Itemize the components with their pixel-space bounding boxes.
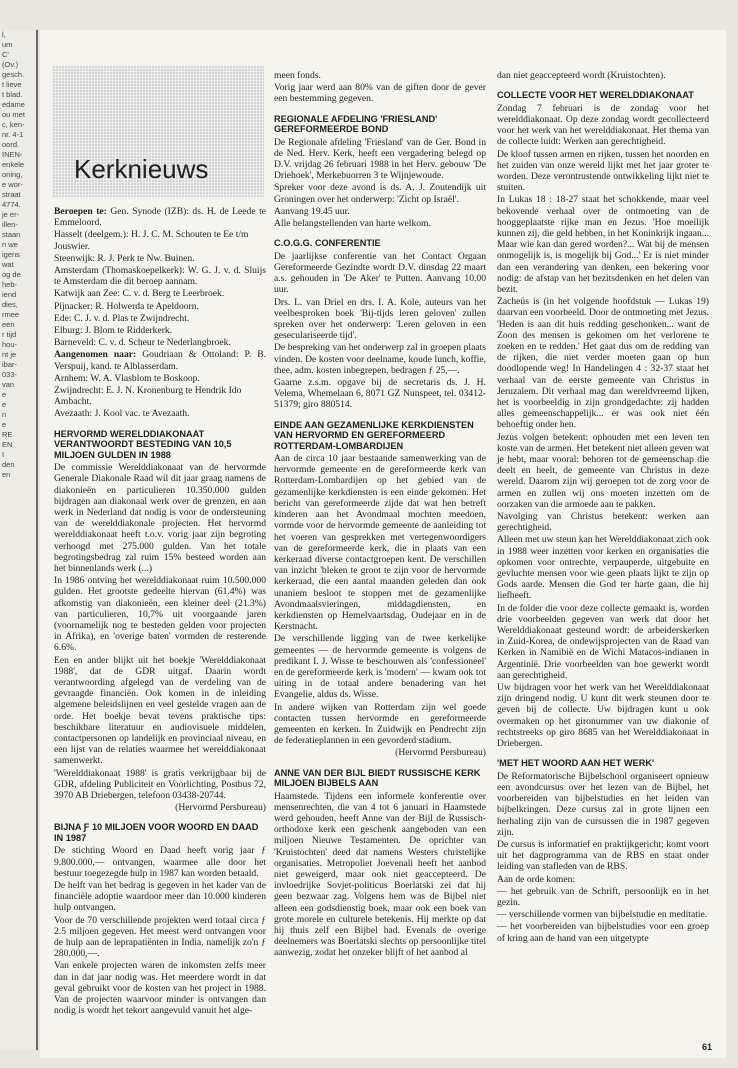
article-credit: (Hervormd Persbureau) (175, 802, 266, 814)
strip-fragment: oning, (2, 170, 23, 179)
strip-fragment: staan (2, 230, 21, 239)
article-paragraph: De jaarlijkse conferentie van het Contact Orgaan Gereformeerde Gezindte wordt D.V. dinsdag 22 maart a.s. gehouden in 'De Aker' te Putten. Aanvang 10.00 uur. (274, 250, 486, 296)
article-paragraph: In Lukas 18 : 18-27 staat het schokkende, maar veel bekovende verhaal over de ontmoeting van de hooggeplaatste rijke man en Jezus. 'Hoe moeilijk kunnen zij, die geld hebben, in het Koninkrijk ingaan... Maar wie kan dan gered worden?... Wat bij de mensen onmogelijk is, is mogelijk bij God...' Er is niet minder dan een verandering van denken, een bekering voor nodig: de afstap van het bezitsdenken en het delen van bezit. (497, 194, 709, 295)
article-paragraph: Aan de orde komen: (497, 873, 576, 885)
article-heading: ANNE VAN DER BIJL BIEDT RUSSISCHE KERK MILJOEN BIJBELS AAN (274, 767, 481, 789)
strip-fragment: c, ken- (2, 120, 25, 129)
article-paragraph: Spreker voor deze avond is ds. A. J. Zoutendijk uit Groningen over het onderwerp: 'Zicht op Israël'. (274, 182, 486, 205)
article-paragraph: meen fonds. (274, 70, 321, 81)
strip-fragment: e wor- (2, 180, 23, 189)
article-heading: HERVORMD WERELDDIAKONAAT VERANTWOORDT BESTEDING VAN 10,5 MILJOEN GULDEN IN 1988 (54, 428, 232, 460)
strip-fragment: igens (2, 250, 20, 259)
strip-fragment: t blad. (2, 90, 23, 99)
strip-fragment: ibar- (2, 360, 18, 369)
article-heading: COLLECTE VOOR HET WERELDDIAKONAAT (497, 90, 694, 101)
strip-fragment: og de (2, 270, 21, 279)
strip-fragment: ou met (2, 110, 25, 119)
article-paragraph: De verschillende ligging van de twee kerkelijke gemeentes — de hervormde gemeente is volgens de predikant I. J. Wisse te beschouwen als 'confessioneel' en de gereformeerde kerk is 'modern' — kwam ook tot uiting in de totaal andere benadering van het Evangelie, aldus ds. Wisse. (274, 633, 486, 701)
strip-fragment: l, (2, 30, 6, 39)
beroep-line: Pijnacker: R. Holwerda te Apeldoorn. (54, 300, 199, 312)
strip-fragment: e (2, 400, 7, 409)
strip-fragment: wat (2, 260, 14, 269)
strip-fragment: C' (2, 50, 9, 59)
strip-fragment: oord. (2, 140, 20, 149)
beroep-line: Arnhem: W. A. Vlasblom te Boskoop. (54, 372, 200, 384)
strip-fragment: n (2, 410, 7, 419)
strip-fragment: je er- (2, 210, 20, 219)
column-2 (274, 70, 486, 960)
article-paragraph: De bespreking van het onderwerp zal in groepen plaats vinden. De kosten voor deelname, koude lunch, koffie, thee, adm. kosten inbegrepen, bedragen ƒ 25,—. (274, 342, 486, 376)
strip-fragment: EN (2, 440, 13, 449)
strip-fragment: n we (2, 240, 18, 249)
article-credit: (Hervormd Persbureau) (395, 747, 486, 759)
article-paragraph: Uw bijdragen voor het werk van het Werelddiakonaat zijn dringend nodig. U kunt dit werk steunen door te geven bij de collecte. Uw bijdragen kunt u ook overmaken op het gironummer van uw diakonie of rechtstreeks op giro 8685 van het Werelddiakonaat in Driebergen. (497, 682, 709, 750)
article-paragraph: Jezus volgen betekent: ophouden met een leven ten koste van de armen. Het betekent niet alleen geven wat je hebt, maar vooral: behoren tot de gemeenschap die deelt en heelt, de gemeente van Christus in deze wereld. Daarom zijn wij geroepen tot de zorg voor de armen en zullen wij ons moeten inzetten om de oorzaken van die armoede aan te pakken. (497, 431, 709, 510)
strip-fragment: 4774. (2, 200, 21, 209)
strip-fragment: e (2, 390, 7, 399)
beroep-line: Ede: C. J. v. d. Plas te Zwijndrecht. (54, 312, 190, 324)
article-paragraph: De Regionale afdeling 'Friesland' van de Ger. Bond in de Ned. Herv. Kerk, heeft een vergadering belegd op D.V. vrijdag 26 februari 1988 in het Herv. gebouw 'De Driehoek', Merkebuorren 3 te Wijnjewoude. (274, 136, 486, 182)
strip-fragment: en (2, 470, 11, 479)
beroep-line: Steenwijk: R. J. Perk te Nw. Buinen. (54, 252, 195, 264)
article-paragraph: dan niet geaccepteerd wordt (Kruistochten). (497, 70, 666, 81)
strip-fragment: RE (2, 430, 13, 439)
strip-fragment: straat (2, 190, 21, 199)
article-heading: BIJNA Ƒ 10 MILJOEN VOOR WOORD EN DAAD IN 1987 (54, 822, 259, 843)
strip-fragment: e (2, 420, 7, 429)
strip-fragment: een (2, 320, 15, 329)
strip-fragment: illen- (2, 220, 18, 229)
strip-fragment: van (2, 380, 15, 389)
strip-fragment: gesch. (2, 70, 25, 79)
article-paragraph: Alleen met uw steun kan het Werelddiakonaat zich ook in 1988 weer inzetten voor kerken en organisaties die opkomen voor ontrechte, verpauperde, uitgebuite en gevluchte mensen voor wie geen plaats lijkt te zijn op Gods aarde. Mensen die God ter harte gaan, die hij liefheeft. (497, 534, 709, 602)
article-heading: EINDE AAN GEZAMENLIJKE KERKDIENSTEN VAN HERVORMD EN GEREFORMEERD ROTTERDAM-LOMBARDIJEN (274, 419, 474, 451)
strip-fragment: I (2, 450, 5, 459)
strip-fragment: edame (2, 100, 25, 109)
magazine-page (40, 30, 726, 1058)
strip-fragment: um (2, 40, 13, 49)
aangenomen-paragraph: Aangenomen naar: Goudriaan & Ottoland: P. B. Verspuij, kand. te Alblasserdam. (54, 349, 266, 372)
article-paragraph: De cursus is informatief en praktijkgericht; komt voort uit het dagprogramma van de RBS en staat onder leiding van stafleden van de RBS. (497, 839, 709, 873)
article-paragraph: Drs. L. van Driel en drs. I. A. Kole, auteurs van het veelbesproken boek 'Bij-tijds leren geloven' zullen spreken over het onderwerp: 'Leren geloven in een geseculariseerde tijd'. (274, 296, 486, 342)
article-heading: REGIONALE AFDELING 'FRIESLAND' GEREFORMEERDE BOND (274, 113, 438, 135)
article-paragraph: 'Werelddiakonaat 1988' is gratis verkrijgbaar bij de GDR, afdeling Publiciteit en Voorlichting, Postbus 72, 3970 AB Driebergen, telefoon 03438-20744. (54, 767, 266, 802)
page-number: 61 (701, 1042, 712, 1052)
beroep-line: Barneveld: C. v. d. Scheur te Nederlangbroek. (54, 337, 231, 349)
beroep-line: Zwijndrecht: E. J. N. Kronenburg te Hendrik Ido Ambacht. (54, 385, 242, 408)
strip-fragment: nr. 4-1 (2, 130, 24, 139)
strip-fragment: enkele (2, 160, 25, 169)
article-paragraph: In de folder die voor deze collecte gemaakt is, worden drie voorbeelden gegeven van werk dat door het Werelddiakonaat gesteund wordt: de arbeiderskerken in Zuid-Korea, de ondewijsprojecten van de Raad van Kerken in Namibië en de Wichi Matacos-indianen in Argentinië. Drie voorbeelden van hoe gewerkt wordt aan gerechtigheid. (497, 602, 709, 681)
article-paragraph: De stichting Woord en Daad heeft vorig jaar ƒ 9.800.000,— ontvangen, waarmee alle door het bestuur toegezegde hulp in 1987 kan worden betaald. (54, 845, 266, 879)
strip-fragment: t lieve (2, 80, 22, 89)
beroepen-paragraph: Beroepen te: Gen. Synode (IZB): ds. H. de Leede te Emmeloord. (54, 206, 266, 229)
article-paragraph: De commissie Werelddiakonaat van de hervormde Generale Diakonale Raad wil dit jaar graag namens de diakonieën en particulieren 10.350.000 gulden bijdragen aan diakonaal werk over de grenzen, en aan werk in Nederland dat nodig is voor de ondersteuning van de werelddiakonale projecten. Het hervormd werelddiakonaat heeft t.o.v. vorig jaar zijn begroting verhoogd met 275.000 gulden. Van het totale begrotingsbedrag zal ruim 15% besteed worden aan het binnenlands werk (...) (54, 462, 266, 574)
strip-fragment: r tijd (2, 330, 17, 339)
strip-fragment: den (2, 460, 15, 469)
article-paragraph: Gaarne z.s.m. opgave bij de secretaris ds. J. H. Velema, Whemelaan 6, 8071 GZ Nunspeet, tel. 03412-51379; giro 880514. (274, 376, 486, 411)
article-paragraph: Van enkele projecten waren de inkomsten zelfs meer dan in dat jaar nodig was. Het meerdere wordt in dat geval gebruikt voor de kosten van het project in 1988. Van de projecten waarvoor minder is ontvangen dan nodig is wordt het tekort aangevuld vanuit het alge- (54, 960, 266, 1017)
article-paragraph: Zondag 7 februari is de zondag voor het werelddiakonaat. Op deze zondag wordt gecollecteerd voor het werk van het werelddiakonaat. Het thema van de collecte luidt: Werken aan gerechtigheid. (497, 102, 709, 148)
column-1 (54, 206, 266, 1018)
kerknieuws-banner (52, 66, 264, 198)
article-paragraph: Aan de circa 10 jaar bestaande samenwerking van de hervormde gemeente en de gereformeerde kerk van Rotterdam-Lombardijen op het gebied van de gezamenlijke kerkdiensten is een einde gekomen. Het bericht van gereformeerde zijde dat wat hen betreft kinderen aan het Avondmaal mochten meedoen, vormde voor de hervormde gemeente de aanleiding tot het voeren van gesprekken met vertegenwoordigers van de gereformeerde kerk, die in plaats van een kerkeraad diverse contactgroepen kent. De verschillen van inzicht 'bleken te groot te zijn voor de hervormde kerkeraad, die een aantal maanden geleden dan ook unaniem besloot te stoppen met de gezamenlijke Avondmaalsvieringen, middagdiensten, en kerkdiensten op Hemelvaartsdag, Oudejaar en in de Kerstnacht. (274, 453, 486, 633)
article-paragraph: De Reformatorische Bijbelschool organiseert opnieuw een avondcursus over het lezen van de Bijbel, het voorbereiden van bijbelstudies en het leiden van bijbelkringen. Deze cursus zal in grote lijnen een herhaling zijn van de cursussen die in 1987 gegeven zijn. (497, 770, 709, 838)
beroep-line: Katwijk aan Zee: C. v. d. Berg te Leerbroek. (54, 288, 225, 300)
column-3 (497, 70, 709, 945)
strip-fragment: INEN- (2, 150, 23, 159)
list-item: — het gebruik van de Schrift, persoonlijk en in het gezin. (497, 885, 709, 909)
article-paragraph: In andere wijken van Rotterdam zijn wel goede contacten tussen hervormde en gereformeerde gemeenten en kerken. In Zuidwijk en Pendrecht zijn de federatieplannen in een gevorderd stadium. (274, 701, 486, 747)
article-paragraph: Een en ander blijkt uit het boekje 'Werelddiakonaat 1988', dat de GDR uitgaf. Daarin wordt verantwoording afgelegd van de verdeling van de gevraagde financiën. Ook komen in de inleiding algemene beleidslijnen en veel gestelde vragen aan de orde. Het boekje bevat tevens praktische tips: beschikbare literatuur en audiovisuele middelen, contactpersonen op landelijk en provinciaal niveau, en een lijst van de relaties waarmee het werelddiakonaat samenwerkt. (54, 654, 266, 767)
strip-fragment: dies, (2, 300, 18, 309)
strip-fragment: hou- (2, 340, 18, 349)
strip-fragment: iend (2, 290, 17, 299)
beroep-line: Avezaath: J. Kool vac. te Avezaath. (54, 408, 190, 420)
strip-fragment: rmee (2, 310, 20, 319)
strip-fragment: 033- (2, 370, 18, 379)
article-paragraph: Aanvang 19.45 uur. (274, 205, 350, 217)
article-paragraph: Alle belangstellenden van harte welkom. (274, 218, 431, 230)
article-paragraph: Zacheüs is (in het volgende hoofdstuk — Lukas 19) daarvan een voorbeeld. Door de ontmoeting met Jezus. 'Heden is aan dit huis redding geschonken... want de Zoon des mensen is gekomen om het verlorene te zoeken en te redden.' Het gaat dus om de redding van de rijken, die niet verder moeten gaan op hun doodlopende weg! In Handelingen 4 : 32-37 staat het verhaal van de eerste gemeente van Christus in Jeruzalem. Dit verhaal mag dan wereldvreemd lijken, het is voorbeeldig in zijn grondgedachte: zij hadden alles gemeenschappelijk... er was ook niet één behoeftig onder hen. (497, 296, 709, 431)
adjacent-page-strip (0, 30, 38, 1050)
strip-fragment: heb- (2, 280, 18, 289)
article-paragraph: Voor de 70 verschillende projekten werd totaal circa ƒ 2.5 miljoen gegeven. Het meest werd ontvangen voor de hulp aan de leprapatiënten in India, namelijk zo'n ƒ 280.000,—. (54, 914, 266, 960)
article-heading: C.O.G.G. CONFERENTIE (274, 238, 381, 249)
article-paragraph: Navolging van Christus betekent: werken aan gerechtigheid. (497, 511, 709, 534)
beroep-line: Hasselt (deelgem.): H. J. C. M. Schouten te Ee t/m Jouswier. (54, 229, 249, 252)
strip-fragment: (Ov.) (2, 60, 19, 69)
list-item: — verschillende vormen van bijbelstudie en meditatie. (497, 909, 708, 921)
article-paragraph: De kloof tussen armen en rijken, tussen het noorden en het zuiden van onze wereld lijkt met het jaar groter te worden. Deze verontrustende ontwikkeling lijkt niet te stuiten. (497, 148, 709, 194)
article-paragraph: Haamstede. Tijdens een informele konferentie over mensenrechten, die van 4 tot 6 januari in Haamstede werd gehouden, heeft Anne van der Bijl de Russisch-orthodoxe kerk een geschenk aangeboden van een miljoen Nieuwe Testamenten. De oprichter van 'Kruistochten' deed dat namens Westers christelijke organisaties. Metropoliet Joevenali heeft het aanbod niet geweigerd, maar ook niet geaccepteerd. De invloedrijke Sovjet-politicus Boerlatski zei dat hij geen bezwaar zag. Volgens hem was de Bijbel niet alleen een godsdienstig boek, maar ook een boek van grote morele en culturele betekenis. Hij merkte op dat hij thuis zelf een Bijbel had. Evenals de overige deelnemers was Boerlatski slechts op persoonlijke titel aanwezig, zodat het onzeker blijft of het aanbod al (274, 790, 486, 959)
article-paragraph: De helft van het bedrag is gegeven in het kader van de financiële adoptie waardoor meer dan 10.000 kinderen hulp ontvangen. (54, 880, 266, 914)
page-title: Kerknieuws (74, 154, 209, 184)
article-heading: 'MET HET WOORD AAN HET WERK' (497, 758, 655, 769)
strip-fragment: nt je (2, 350, 17, 359)
article-paragraph: In 1986 ontving het werelddiakonaat ruim 10.500.000 gulden. Het grootste gedeelte hiervan (61.4%) was afkomstig van diakonieën, een kleiner deel (21.3%) van particulieren, 10,7% uit voorgaande jaren (voornamelijk nog te besteden gelden voor projecten in Afrika), en 'overige baten' vormden de resterende 6.6%. (54, 575, 266, 654)
beroep-line: Elburg: J. Blom te Ridderkerk. (54, 325, 173, 337)
list-item: — het voorbereiden van bijbelstudies voor een groep of kring aan de hand van een uitgetypte (497, 921, 709, 944)
beroep-line: Amsterdam (Thomaskoepelkerk): W. G. J. v. d. Sluijs te Amsterdam die dit beroep aannam. (54, 265, 266, 288)
article-paragraph: Vorig jaar werd aan 80% van de giften door de gever een bestemming gegeven. (274, 82, 486, 105)
